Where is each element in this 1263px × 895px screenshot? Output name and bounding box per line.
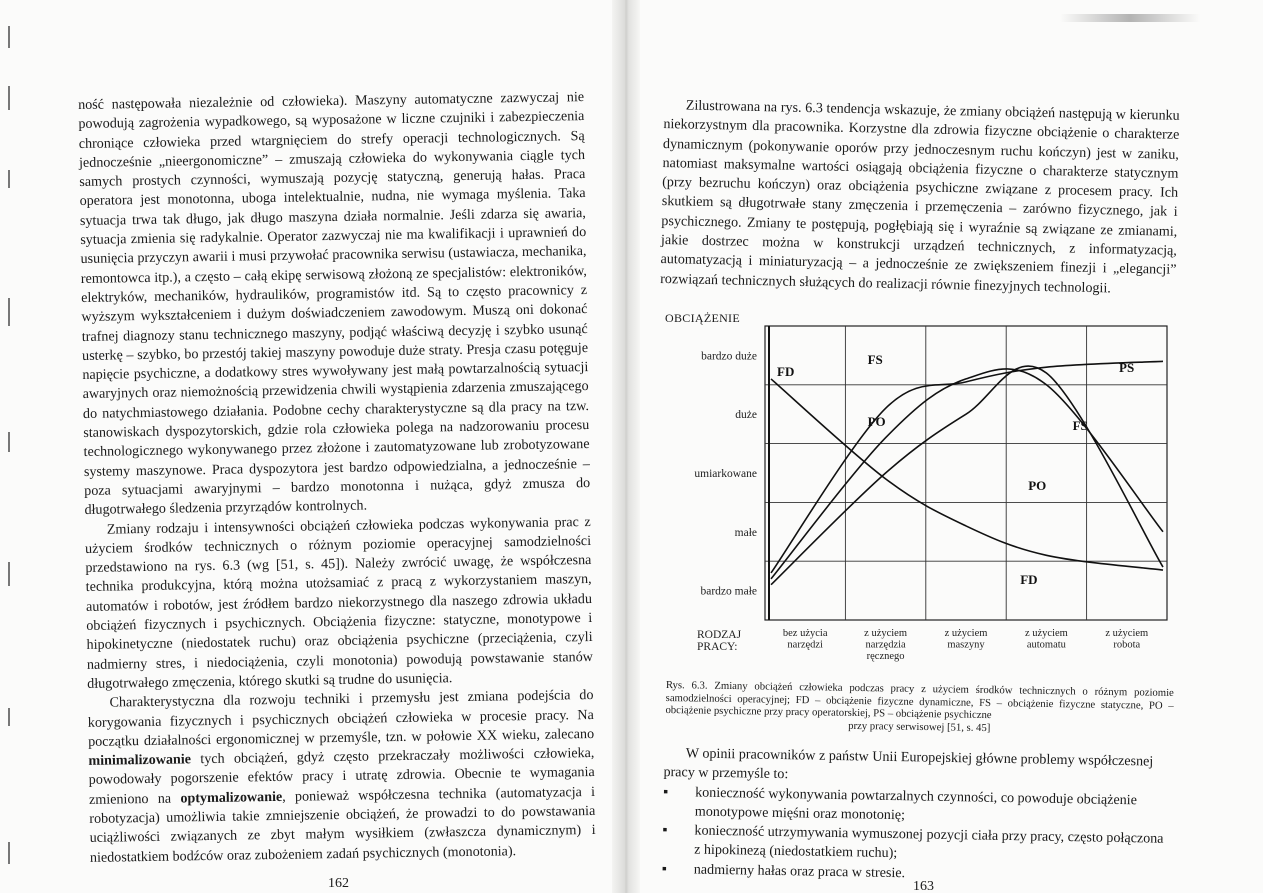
emphasis-text: optymalizowanie	[180, 788, 283, 807]
y-level-label: bardzo duże	[701, 350, 757, 363]
x-axis-caption: PRACY:	[697, 641, 738, 653]
list-item-text: konieczność utrzymywania wymuszonej pozycji ciała przy pracy, często połączona z hipokinezą (niedostatkiem ruchu);	[694, 822, 1164, 862]
x-tick-label: narzędzia	[865, 639, 906, 651]
page-number-right: 163	[913, 879, 934, 894]
chart-frame	[765, 326, 1167, 620]
series-label: FS	[867, 352, 883, 367]
book-gutter	[612, 0, 640, 893]
list-intro: W opinii pracowników z państw Unii Europejskiej główne problemy współczesnej pracy w przemyśle to:	[663, 745, 1154, 783]
paragraph-text: Charakterystyczna dla rozwoju techniki i przemysłu jest zmiana podejścia do korygowania fizycznych i psychicznych obciążeń człowieka w procesie pracy. Na początku działalności ergonomicznej w przemyśle, tzn. w połowie XX wieku, zalecano	[87, 687, 595, 750]
figure-caption-last-line: przy pracy serwisowej [51, s. 45]	[848, 719, 991, 734]
series-line-ps	[771, 361, 1163, 573]
left-page	[78, 89, 596, 886]
x-tick-label: z użyciem	[1024, 628, 1068, 639]
paragraph-text: tych obciążeń, gdyż często przekraczały możliwości człowieka, powodowały pogorszenie efektów pracy i utratę zdrowia. Obecnie te wymagania zmieniono na	[88, 745, 595, 808]
scan-shadow	[1060, 14, 1200, 22]
x-tick-label: z użyciem	[944, 628, 988, 639]
series-line-fd	[771, 379, 1163, 570]
series-label: FD	[777, 364, 795, 379]
x-tick-label: ręcznego	[866, 651, 905, 662]
series-label: FS	[1072, 418, 1088, 433]
x-tick-label: bez użycia	[782, 628, 828, 639]
series-line-po	[771, 366, 1163, 585]
paragraph-text: Zmiany rodzaju i intensywności obciążeń człowieka podczas wykonywania prac z użyciem środków technicznych o różnym poziomie operacyjnej samodzielności przedstawiono na rys. 6.3 (wg [51, s. 45]). Należy zwrócić uwagę, że współczesna technika produkcyjna, którą można utożsamiać z pracą z wykorzystaniem maszyn, automatów i robotów, jest źródłem bardzo niekorzystnego dla naszego zdrowia układu obciążeń fizycznych i psychicznych. Obciążenia fizyczne: statyczne, monotypowe i hipokinetyczne (niedostatek ruchu) oraz obciążenia psychiczne (przeciążenia, czyli nadmierny stres, i niedociążenia, czyli monotonia) powodują powstawanie stanów długotrwałego zmęczenia, którego skutki są trudne do usunięcia.	[84, 513, 593, 692]
series-line-fs	[771, 369, 1163, 579]
y-level-label: duże	[735, 409, 757, 422]
list-item-text: nadmierny hałas oraz praca w stresie.	[693, 861, 906, 882]
page-number-left: 162	[328, 876, 349, 891]
left-page-text	[78, 88, 596, 868]
x-tick-label: robota	[1113, 639, 1141, 651]
figure-caption	[665, 679, 1174, 737]
bullet-icon: ▪	[663, 783, 669, 800]
x-tick-label: maszyny	[947, 639, 985, 651]
series-label: PS	[1119, 360, 1135, 375]
bullet-icon: ▪	[662, 822, 668, 839]
problems-list-section	[662, 744, 1174, 888]
series-label: FD	[1020, 572, 1038, 587]
x-tick-label: z użyciem	[1105, 628, 1149, 639]
series-label: PO	[1028, 478, 1047, 493]
right-page-paragraph: Zilustrowana na rys. 6.3 tendencja wskazuje, że zmiany obciążeń następują w kierunku niekorzystnym dla pracownika. Korzystne dla zdrowia fizyczne obciążenie o charakterze dynamicznym (pokonywanie oporów przy jednoczesnym ruchu kończyn) jest w zaniku, natomiast maksymalne wartości osiągają obciążenia fizyczne o charakterze statycznym (przy bezruchu kończyn) oraz obciążenia psychiczne związane z procesem pracy. Ich skutkiem są długotrwałe stany zmęczenia i przemęczenia – zarówno fizycznego, jak i psychicznego. Zmiany te postępują, pogłębiają się i wyraźnie są związane ze zmianami, jakie dostrzec można w konstrukcji urządzeń technicznych, z informatyzacją, automatyzacją i miniaturyzacją – a jednocześnie ze zwiększeniem finezji i „elegancji” rozwiązań technicznych służących do realizacji równie finezyjnych technologii.	[660, 97, 1180, 297]
y-level-label: małe	[734, 526, 757, 539]
y-level-label: bardzo małe	[700, 585, 757, 598]
figure-y-axis-title: OBCIĄŻENIE	[665, 311, 740, 325]
left-paragraph	[87, 686, 596, 868]
left-paragraph	[78, 88, 591, 520]
x-tick-label: narzędzi	[787, 639, 823, 651]
left-paragraph	[85, 513, 594, 695]
figure-caption-text: Rys. 6.3. Zmiany obciążeń człowieka podczas pracy z użyciem środków technicznych o różnym poziomie samodzielności operacyjnej; FD – obciążenie fizyczne dynamiczne, FS – obciążenie fizyczne statyczne, PO – obciążenie psychiczne przy pracy operatorskiej, PS – obciążenie psychiczne	[665, 679, 1174, 722]
problems-list	[662, 783, 1174, 888]
series-label: PO	[867, 414, 886, 429]
x-tick-label: z użyciem	[864, 628, 908, 639]
emphasis-text: minimalizowanie	[88, 751, 192, 770]
x-tick-label: automatu	[1026, 639, 1066, 651]
load-changes-chart	[665, 320, 1185, 672]
bullet-icon: ▪	[661, 860, 667, 877]
y-level-label: umiarkowane	[694, 468, 757, 480]
paragraph-text: ność następowała niezależnie od człowieka). Maszyny automatyczne zazwyczaj nie powodują zagrożenia wypadkowego, są wyposażone w liczne czujniki i zabezpieczenia chroniące człowieka przed wtargnięciem do strefy operacji technologicznych. Są jednocześnie „nieergonomiczne” – zmuszają człowieka do wykonywania ciągle tych samych prostych czynności, wymuszają pozycję statyczną, generują hałas. Praca operatora jest monotonna, uboga intelektualnie, nudna, nie wymaga myślenia. Taka sytuacja trwa tak długo, jak długo maszyna działa normalnie. Jeśli zdarza się awaria, sytuacja zmienia się radykalnie. Operator zazwyczaj nie ma kwalifikacji i uprawnień do usunięcia przyczyn awarii i musi przywołać pracownika serwisu (ustawiacza, mechanika, remontowca itp.), a często – całą ekipę serwisową złożoną ze specjalistów: elektroników, elektryków, mechaników, hydraulików, programistów itd. Są to często pracownicy z wyższym wykształceniem i dużym doświadczeniem zawodowym. Muszą oni dokonać trafnej diagnozy stanu technicznego maszyny, podjąć właściwą decyzję i szybko usunąć usterkę – szybko, bo przestój takiej maszyny powoduje duże straty. Presja czasu potęguje napięcie psychiczne, a dodatkowy stres wywoływany jest małą powtarzalnością sytuacji awaryjnych oraz niemożnością przewidzenia chwili wystąpienia zdarzenia zmuszającego do natychmiastowego działania. Podobne cechy charakterystyczne są dla pracy na tzw. stanowiskach dyspozytorskich, gdzie rola człowieka polega na nadzorowaniu procesu technologicznego wykonywanego przez złożone i zautomatyzowane lub zrobotyzowane systemy maszynowe. Praca dyspozytora jest bardzo odpowiedzialna, a jednocześnie – poza sytuacjami awaryjnymi – bardzo monotonna i nużąca, gdyż zmusza do długotrwałego śledzenia przyrządów kontrolnych.	[78, 89, 591, 519]
paragraph-text: , ponieważ współczesna technika (automatyzacja i robotyzacja) umożliwia takie zmniejszenie obciążeń, że prowadzi to do powstawania uciążliwości związanych ze zbyt małym wysiłkiem (zwłaszcza dynamicznym) i niedostatkiem bodźców oraz zubożeniem zadań psychicznych (monotonia).	[89, 783, 596, 866]
x-axis-caption: RODZAJ	[697, 629, 742, 641]
list-item-text: konieczność wykonywania powtarzalnych czynności, co powoduje obciążenie monotypowe mięśni oraz monotonię;	[694, 784, 1138, 824]
